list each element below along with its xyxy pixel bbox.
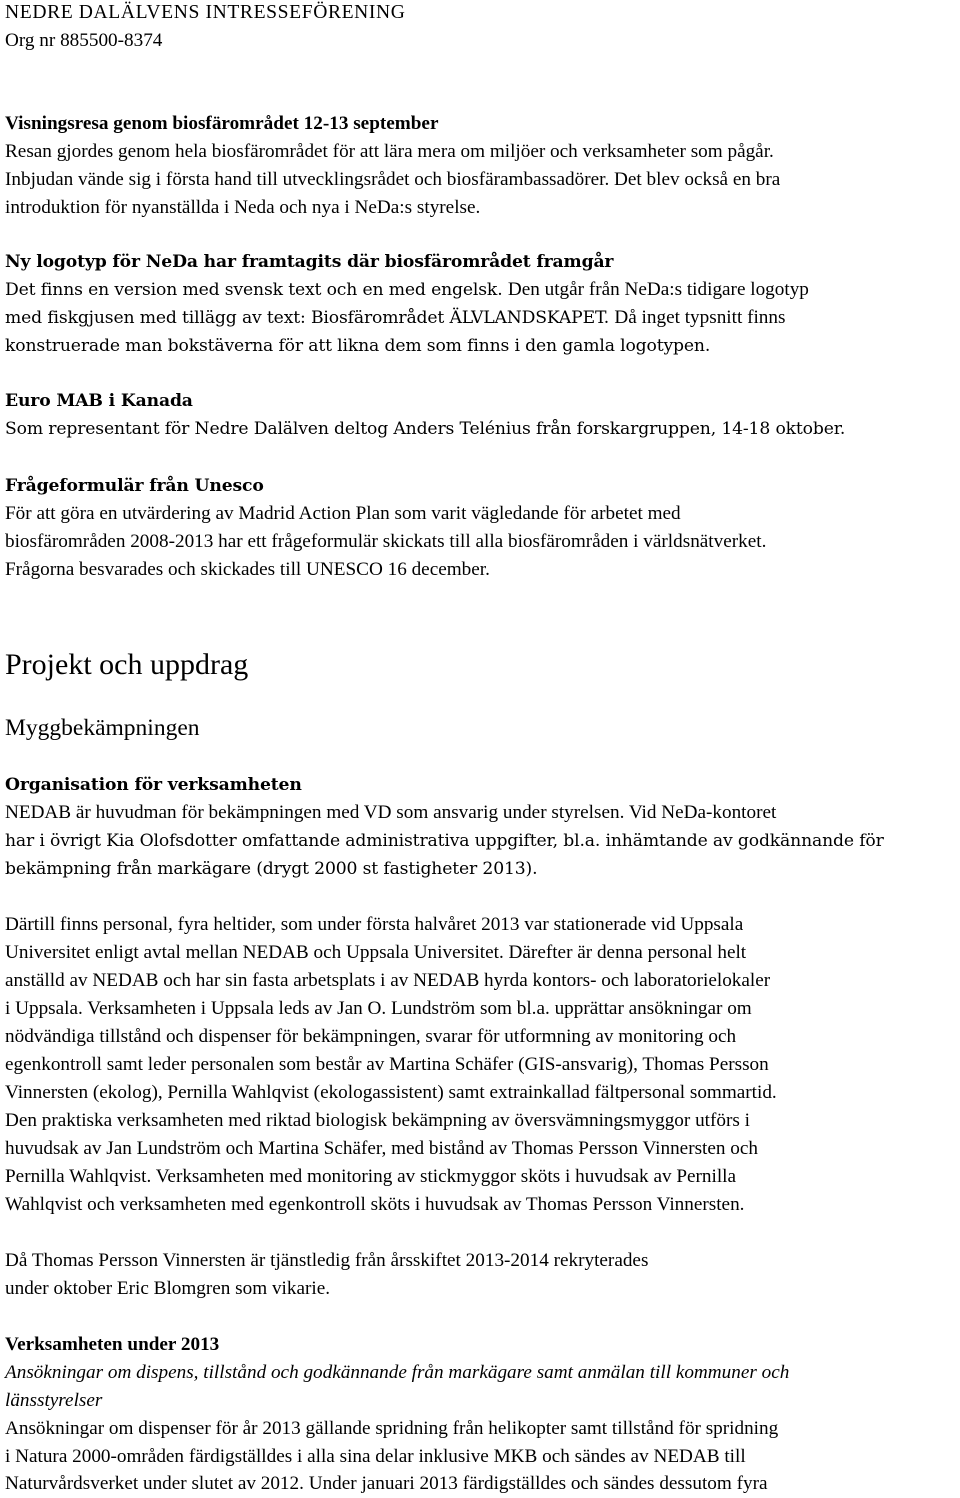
paragraph-line: introduktion för nyanställda i Neda och nya i NeDa:s styrelse. bbox=[5, 197, 481, 218]
paragraph-line: huvudsak av Jan Lundström och Martina Schäfer, med bistånd av Thomas Persson Vinnersten och bbox=[5, 1138, 758, 1159]
section-heading-unesco: Frågeformulär från Unesco bbox=[5, 476, 264, 496]
paragraph-line: anställd av NEDAB och har sin fasta arbetsplats i av NEDAB hyrda kontors- och laboratorielokaler bbox=[5, 970, 771, 991]
page-heading-projekt: Projekt och uppdrag bbox=[5, 648, 249, 681]
paragraph-line: Pernilla Wahlqvist. Verksamheten med monitoring av stickmyggor sköts i huvudsak av Pernilla bbox=[5, 1166, 737, 1187]
section-heading-visningsresa: Visningsresa genom biosfärområdet 12-13 september bbox=[5, 113, 439, 134]
paragraph-line: Därtill finns personal, fyra heltider, som under första halvåret 2013 var stationerade vid Uppsala bbox=[5, 914, 744, 935]
paragraph-line: Universitet enligt avtal mellan NEDAB och Uppsala Universitet. Därefter är denna personal helt bbox=[5, 942, 747, 963]
paragraph-line: Frågorna besvarades och skickades till UNESCO 16 december. bbox=[5, 559, 490, 580]
paragraph-line: i Natura 2000-områden färdigställdes i alla sina delar inklusive MKB och sändes av NEDAB till bbox=[5, 1446, 746, 1467]
paragraph-line: Wahlqvist och verksamheten med egenkontroll sköts i huvudsak av Thomas Persson Vinnersten. bbox=[5, 1194, 745, 1215]
section-heading-organisation: Organisation för verksamheten bbox=[5, 775, 302, 795]
org-number: Org nr 885500-8374 bbox=[5, 30, 163, 51]
paragraph-line: har i övrigt Kia Olofsdotter omfattande administrativa uppgifter, bl.a. inhämtande av godkännande för bbox=[5, 831, 884, 851]
section-heading-logotyp: Ny logotyp för NeDa har framtagits där biosfärområdet framgår bbox=[5, 252, 614, 272]
paragraph-line: Resan gjordes genom hela biosfärområdet för att lära mera om miljöer och verksamheter som pågår. bbox=[5, 141, 774, 162]
section-heading-euromab: Euro MAB i Kanada bbox=[5, 391, 193, 411]
subheading-myggbekampningen: Myggbekämpningen bbox=[5, 715, 200, 741]
paragraph-line: Då Thomas Persson Vinnersten är tjänstledig från årsskiftet 2013-2014 rekryterades bbox=[5, 1250, 649, 1271]
paragraph-line: Den praktiska verksamheten med riktad biologisk bekämpning av översvämningsmyggor utförs i bbox=[5, 1110, 750, 1131]
paragraph-line: biosfärområden 2008-2013 har ett frågeformulär skickats till alla biosfärområden i världsnätverket. bbox=[5, 531, 767, 552]
paragraph-line: NEDAB är huvudman för bekämpningen med VD som ansvarig under styrelsen. Vid NeDa-kontoret bbox=[5, 802, 777, 823]
paragraph-line: egenkontroll samt leder personalen som består av Martina Schäfer (GIS-ansvarig), Thomas Persson bbox=[5, 1054, 769, 1075]
paragraph-line: under oktober Eric Blomgren som vikarie. bbox=[5, 1278, 331, 1299]
paragraph-line: konstruerade man bokstäverna för att likna dem som finns i den gamla logotypen. bbox=[5, 336, 711, 356]
paragraph-line: Det finns en version med svensk text och en med engelsk. Den utgår från NeDa:s tidigare logotyp bbox=[5, 279, 809, 300]
paragraph-line: med fiskgjusen med tillägg av text: Biosfärområdet ÄLVLANDSKAPET. Då inget typsnitt finns bbox=[5, 307, 786, 328]
section-heading-verksamheten-2013: Verksamheten under 2013 bbox=[5, 1334, 220, 1355]
paragraph-line: nödvändiga tillstånd och dispenser för bekämpningen, svarar för utformning av monitoring och bbox=[5, 1026, 737, 1047]
italic-subheading-line: Ansökningar om dispens, tillstånd och godkännande från markägare samt anmälan till kommuner och bbox=[5, 1362, 790, 1383]
italic-subheading-line: länsstyrelser bbox=[5, 1390, 103, 1411]
paragraph-line: i Uppsala. Verksamheten i Uppsala leds av Jan O. Lundström som bl.a. upprättar ansökningar om bbox=[5, 998, 752, 1019]
paragraph-line: bekämpning från markägare (drygt 2000 st fastigheter 2013). bbox=[5, 859, 538, 879]
paragraph-line: Vinnersten (ekolog), Pernilla Wahlqvist (ekologassistent) samt extrainkallad fältpersonal sommartid. bbox=[5, 1082, 777, 1103]
paragraph-line: Inbjudan vände sig i första hand till utvecklingsrådet och biosfärambassadörer. Det blev också en bra bbox=[5, 169, 781, 190]
paragraph-line: Naturvårdsverket under slutet av 2012. Under januari 2013 färdigställdes och sändes dessutom fyra bbox=[5, 1473, 768, 1494]
paragraph-line: Som representant för Nedre Dalälven deltog Anders Telénius från forskargruppen, 14-18 oktober. bbox=[5, 419, 846, 439]
paragraph-line: För att göra en utvärdering av Madrid Action Plan som varit vägledande för arbetet med bbox=[5, 503, 681, 524]
paragraph-line: Ansökningar om dispenser för år 2013 gällande spridning från helikopter samt tillstånd för spridning bbox=[5, 1418, 779, 1439]
org-name: NEDRE DALÄLVENS INTRESSEFÖRENING bbox=[5, 2, 406, 23]
